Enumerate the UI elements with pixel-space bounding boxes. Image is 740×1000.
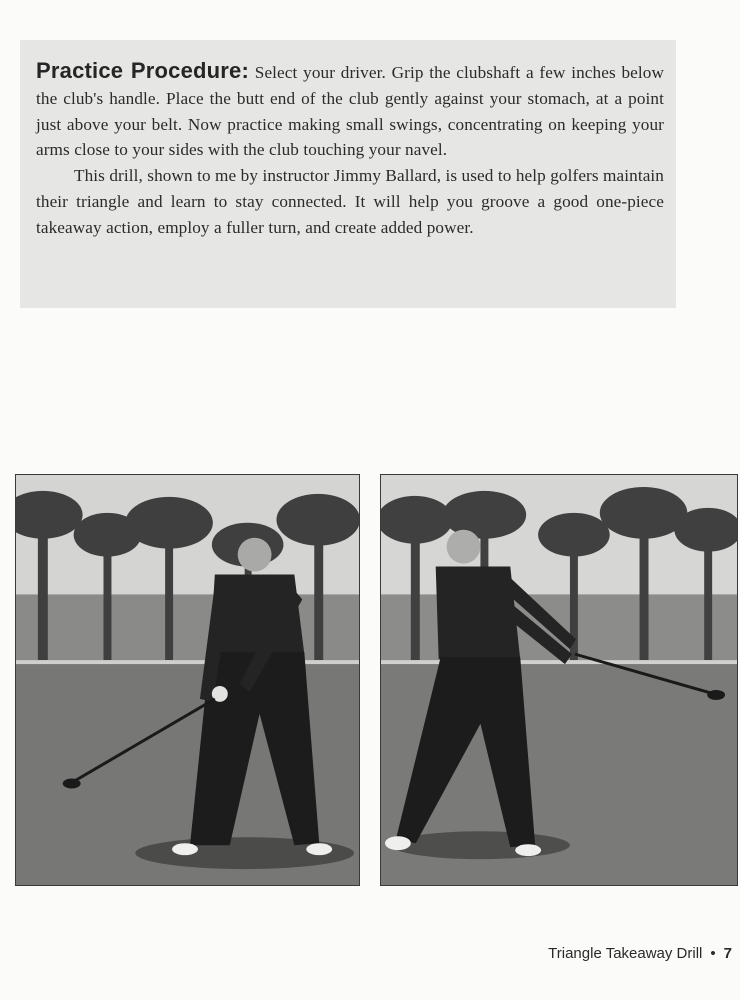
paragraph-2: This drill, shown to me by instructor Jimmy Ballard, is used to help golfers maintain their triangle and learn to stay connected. It will help you groove a good one-piece takeaway action, employ a fuller turn, and create added power. <box>36 166 664 237</box>
paragraph-1-text: Select your driver. Grip the clubshaft a few inches below the club's handle. Place the butt end of the club gently against your stomach, at a point just above your belt. Now practice making small swings, concentrating on keeping your arms close to your sides with the club touching your navel. <box>36 63 664 160</box>
page-number: 7 <box>723 945 732 962</box>
running-head: Triangle Takeaway Drill <box>548 945 703 962</box>
golfer-photo-right <box>381 475 737 885</box>
footer-separator: • <box>710 945 716 962</box>
page-footer <box>548 945 732 962</box>
golfer-photo-left <box>16 475 359 885</box>
practice-procedure-box <box>20 40 676 308</box>
practice-procedure-heading: Practice Procedure: <box>36 58 250 83</box>
photo-club-against-stomach-swing <box>15 474 360 886</box>
paragraph-1 <box>36 58 664 163</box>
photo-follow-through-swing <box>380 474 738 886</box>
